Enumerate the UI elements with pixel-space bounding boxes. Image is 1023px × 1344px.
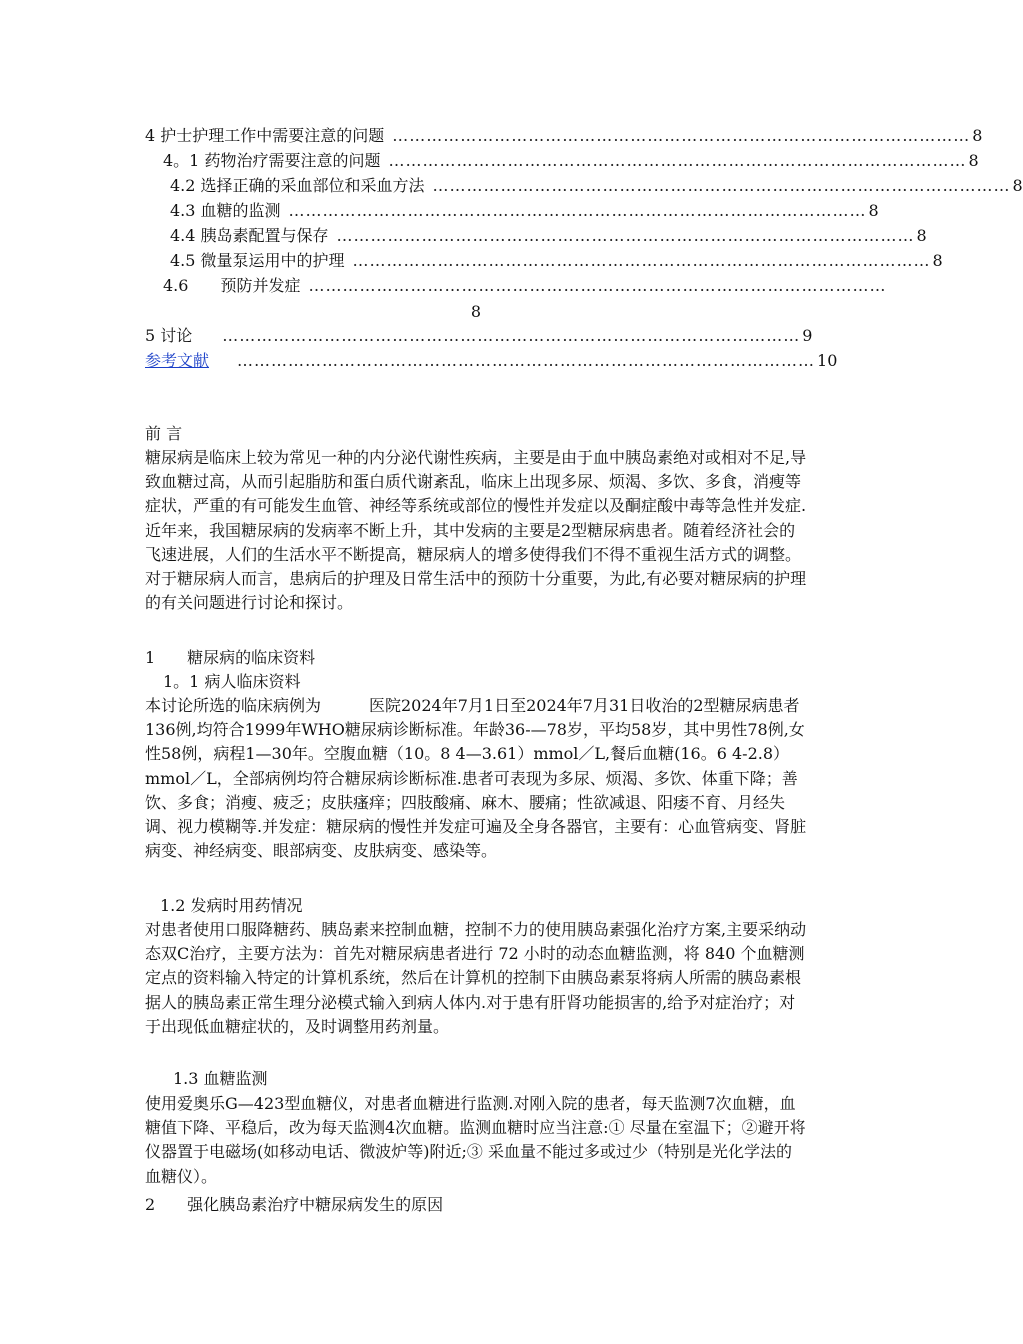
subsection-heading: 1.2 发病时用药情况 bbox=[160, 896, 303, 915]
subsection-heading: 1.3 血糖监测 bbox=[173, 1069, 268, 1088]
toc-leader: ………………………………………………………………………………………… bbox=[222, 326, 801, 345]
toc-leader: ………………………………………………………………………………………… bbox=[352, 251, 931, 270]
toc-entry[interactable] bbox=[170, 224, 927, 248]
section-heading: 2 强化胰岛素治疗中糖尿病发生的原因 bbox=[145, 1195, 444, 1214]
toc-page-number: 8 bbox=[932, 251, 943, 270]
paragraph-text: 使用爱奥乐G—423型血糖仪，对患者血糖进行监测.对刚入院的患者，每天监测7次血糖，血糖值下降、平稳后，改为每天监测4次血糖。监测血糖时应当注意:① 尽量在室温下；②避开将仪器置于电磁场(如移动电话、微波炉等)附近;③ 采血量不能过多或过少（特别是光化学法的血糖仪）。 bbox=[145, 1094, 806, 1186]
toc-page-number: 8 bbox=[916, 226, 927, 245]
toc-leader: ………………………………………………………………………………………… bbox=[388, 151, 967, 170]
toc-label: 4.5 微量泵运用中的护理 bbox=[170, 251, 345, 270]
toc-page-number: 8 bbox=[1012, 176, 1023, 195]
paragraph-text: 糖尿病是临床上较为常见一种的内分泌代谢性疾病，主要是由于血中胰岛素绝对或相对不足,导致血糖过高，从而引起脂肪和蛋白质代谢紊乱，临床上出现多尿、烦渴、多饮、多食，消瘦等症状，严重的有可能发生血管、神经等系统或部位的慢性并发症以及酮症酸中毒等急性并发症.近年来，我国糖尿病的发病率不断上升，其中发病的主要是2型糖尿病患者。随着经济社会的飞速进展，人们的生活水平不断提高，糖尿病人的增多使得我们不得不重视生活方式的调整。对于糖尿病人而言，患病后的护理及日常生活中的预防十分重要，为此,有必要对糖尿病的护理的有关问题进行讨论和探讨。 bbox=[145, 448, 807, 613]
toc-entry[interactable] bbox=[170, 199, 879, 223]
section-heading: 1 糖尿病的临床资料 bbox=[145, 648, 316, 667]
subsection-paragraph bbox=[145, 918, 807, 1039]
subsection-heading: 1。1 病人临床资料 bbox=[163, 672, 301, 691]
toc-label: 4.2 选择正确的采血部位和采血方法 bbox=[170, 176, 425, 195]
toc-entry[interactable] bbox=[170, 174, 1023, 198]
toc-leader: ………………………………………………………………………………………… bbox=[432, 176, 1011, 195]
toc-leader: ………………………………………………………………………………………… bbox=[237, 351, 816, 370]
toc-entry[interactable] bbox=[163, 149, 979, 173]
paragraph-text: 对患者使用口服降糖药、胰岛素来控制血糖，控制不力的使用胰岛素强化治疗方案,主要采纳动态双C治疗，主要方法为：首先对糖尿病患者进行 72 小时的动态血糖监测，将 840 个血糖测定点的资料输入特定的计算机系统，然后在计算机的控制下由胰岛素泵将病人所需的胰岛素根据人的胰岛素正常生理分泌模式输入到病人体内.对于患有肝肾功能损害的,给予对症治疗；对于出现低血糖症状的，及时调整用药剂量。 bbox=[145, 920, 807, 1036]
subsection-paragraph bbox=[145, 694, 807, 863]
preface-title: 前 言 bbox=[145, 424, 183, 443]
toc-leader: ………………………………………………………………………………………… bbox=[336, 226, 915, 245]
toc-page-number: 8 bbox=[972, 126, 983, 145]
toc-label: 4.3 血糖的监测 bbox=[170, 201, 281, 220]
subsection-paragraph bbox=[145, 1092, 807, 1189]
toc-leader: ………………………………………………………………………………………… bbox=[308, 276, 887, 295]
toc-page-number: 10 bbox=[817, 351, 838, 370]
toc-leader: ………………………………………………………………………………………… bbox=[392, 126, 971, 145]
toc-label: 5 讨论 bbox=[145, 326, 193, 345]
toc-page-number: 8 bbox=[968, 151, 979, 170]
references-link[interactable]: 参考文献 bbox=[145, 351, 210, 370]
toc-entry[interactable] bbox=[170, 249, 943, 273]
toc-leader: ………………………………………………………………………………………… bbox=[288, 201, 867, 220]
toc-entry[interactable] bbox=[145, 124, 983, 148]
toc-wrapped-page-number: 8 bbox=[470, 302, 482, 321]
toc-entry-discussion[interactable] bbox=[145, 324, 813, 348]
preface-paragraph bbox=[145, 446, 807, 615]
toc-entry[interactable] bbox=[163, 274, 887, 298]
toc-page-number: 8 bbox=[868, 201, 879, 220]
paragraph-text: 本讨论所选的临床病例为 医院2024年7月1日至2024年7月31日收治的2型糖尿病患者136例,均符合1999年WHO糖尿病诊断标准。年龄36-—78岁，平均58岁，其中男性78例,女性58例，病程1—30年。空腹血糖（10。8 4—3.61）mmol／L,餐后血糖(16。6 4-2.8）mmol／L，全部病例均符合糖尿病诊断标准.患者可表现为多尿、烦渴、多饮、体重下降；善饮、多食；消瘦、疲乏；皮肤瘙痒；四肢酸痛、麻木、腰痛；性欲减退、阳痿不育、月经失调、视力模糊等.并发症：糖尿病的慢性并发症可遍及全身各器官，主要有：心血管病变、肾脏病变、神经病变、眼部病变、皮肤病变、感染等。 bbox=[145, 696, 807, 861]
toc-label: 4 护士护理工作中需要注意的问题 bbox=[145, 126, 385, 145]
toc-page-number: 9 bbox=[802, 326, 813, 345]
toc-label: 4。1 药物治疗需要注意的问题 bbox=[163, 151, 381, 170]
toc-label: 4.6 预防并发症 bbox=[163, 276, 301, 295]
toc-label: 4.4 胰岛素配置与保存 bbox=[170, 226, 329, 245]
toc-entry-references[interactable] bbox=[145, 349, 838, 373]
